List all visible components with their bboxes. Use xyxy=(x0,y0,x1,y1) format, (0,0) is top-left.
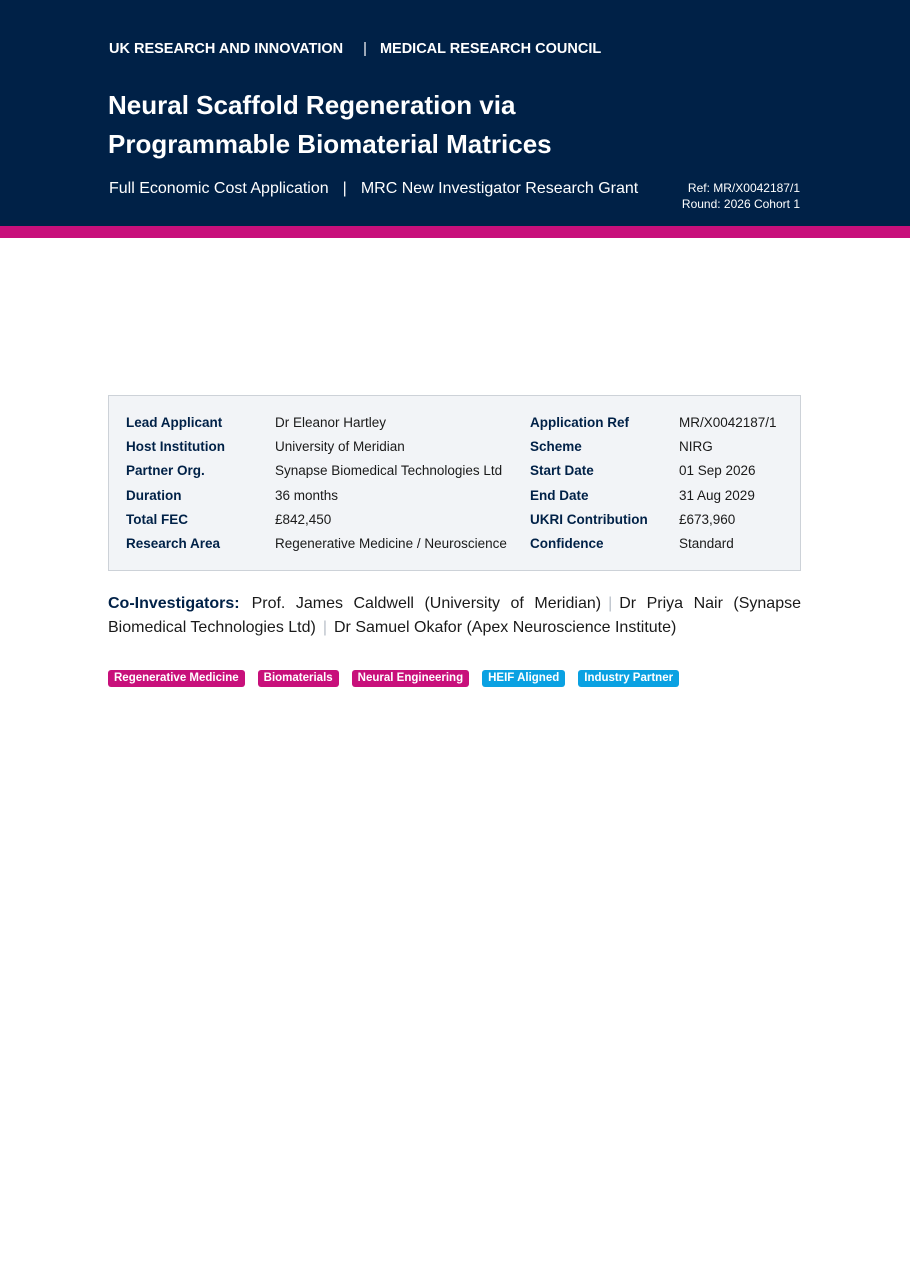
summary-label: Start Date xyxy=(530,463,594,478)
summary-value: Dr Eleanor Hartley xyxy=(275,415,387,430)
summary-value: Standard xyxy=(679,536,734,551)
summary-label: Application Ref xyxy=(530,415,630,430)
co-investigator-separator: | xyxy=(322,619,327,636)
tag-regenerative-medicine: Regenerative Medicine xyxy=(108,670,245,687)
summary-value: MR/X0042187/1 xyxy=(679,415,777,430)
subline-separator: | xyxy=(342,180,347,197)
tag-heif-aligned: HEIF Aligned xyxy=(482,670,565,687)
keyword-tags xyxy=(108,670,692,688)
summary-row xyxy=(109,439,800,459)
org-secondary: MEDICAL RESEARCH COUNCIL xyxy=(379,41,602,57)
co-investigators xyxy=(108,592,801,640)
summary-panel xyxy=(108,395,801,571)
summary-value: £842,450 xyxy=(275,512,332,527)
summary-label: Host Institution xyxy=(126,439,225,454)
page-title: Neural Scaffold Regeneration via Programmable Biomaterial Matrices xyxy=(108,90,552,159)
summary-label: Partner Org. xyxy=(126,463,205,478)
summary-value: Synapse Biomedical Technologies Ltd xyxy=(275,463,503,478)
accent-divider xyxy=(0,226,910,238)
application-subline xyxy=(109,180,638,198)
round-line: Round: 2026 Cohort 1 xyxy=(681,197,800,211)
summary-value: Regenerative Medicine / Neuroscience xyxy=(275,536,507,551)
tag-neural-engineering: Neural Engineering xyxy=(352,670,469,687)
summary-value: 36 months xyxy=(275,488,339,503)
co-investigators-label: Co-Investigators: xyxy=(108,595,240,612)
summary-label: End Date xyxy=(530,488,589,503)
summary-row xyxy=(109,512,800,532)
application-type: Full Economic Cost Application xyxy=(109,180,329,197)
summary-value: 01 Sep 2026 xyxy=(679,463,756,478)
org-primary: UK RESEARCH AND INNOVATION xyxy=(109,41,344,57)
summary-label: Duration xyxy=(126,488,182,503)
reference-line: Ref: MR/X0042187/1 xyxy=(687,181,800,195)
header-banner xyxy=(0,0,910,226)
reference-block xyxy=(682,180,800,212)
co-investigator: Dr Priya Nair (Synapse Biomedical Technologies Ltd) xyxy=(108,595,802,636)
summary-label: UKRI Contribution xyxy=(530,512,648,527)
summary-value: NIRG xyxy=(679,439,713,454)
summary-label: Total FEC xyxy=(126,512,188,527)
summary-label: Scheme xyxy=(530,439,582,454)
summary-label: Research Area xyxy=(126,536,221,551)
scheme-name: MRC New Investigator Research Grant xyxy=(360,180,639,197)
summary-row xyxy=(109,463,800,483)
tag-industry-partner: Industry Partner xyxy=(578,670,679,687)
org-separator: | xyxy=(363,41,367,57)
summary-value: University of Meridian xyxy=(275,439,405,454)
summary-label: Confidence xyxy=(530,536,604,551)
summary-value: £673,960 xyxy=(679,512,736,527)
summary-row xyxy=(109,488,800,508)
summary-label: Lead Applicant xyxy=(126,415,223,430)
co-investigator: Prof. James Caldwell (University of Meridian) xyxy=(251,595,602,612)
tag-biomaterials: Biomaterials xyxy=(258,670,339,687)
summary-row xyxy=(109,415,800,435)
organisation-line xyxy=(109,41,601,57)
summary-value: 31 Aug 2029 xyxy=(679,488,755,503)
summary-row xyxy=(109,536,800,556)
co-investigator: Dr Samuel Okafor (Apex Neuroscience Institute) xyxy=(333,619,677,636)
co-investigator-separator: | xyxy=(608,595,613,612)
